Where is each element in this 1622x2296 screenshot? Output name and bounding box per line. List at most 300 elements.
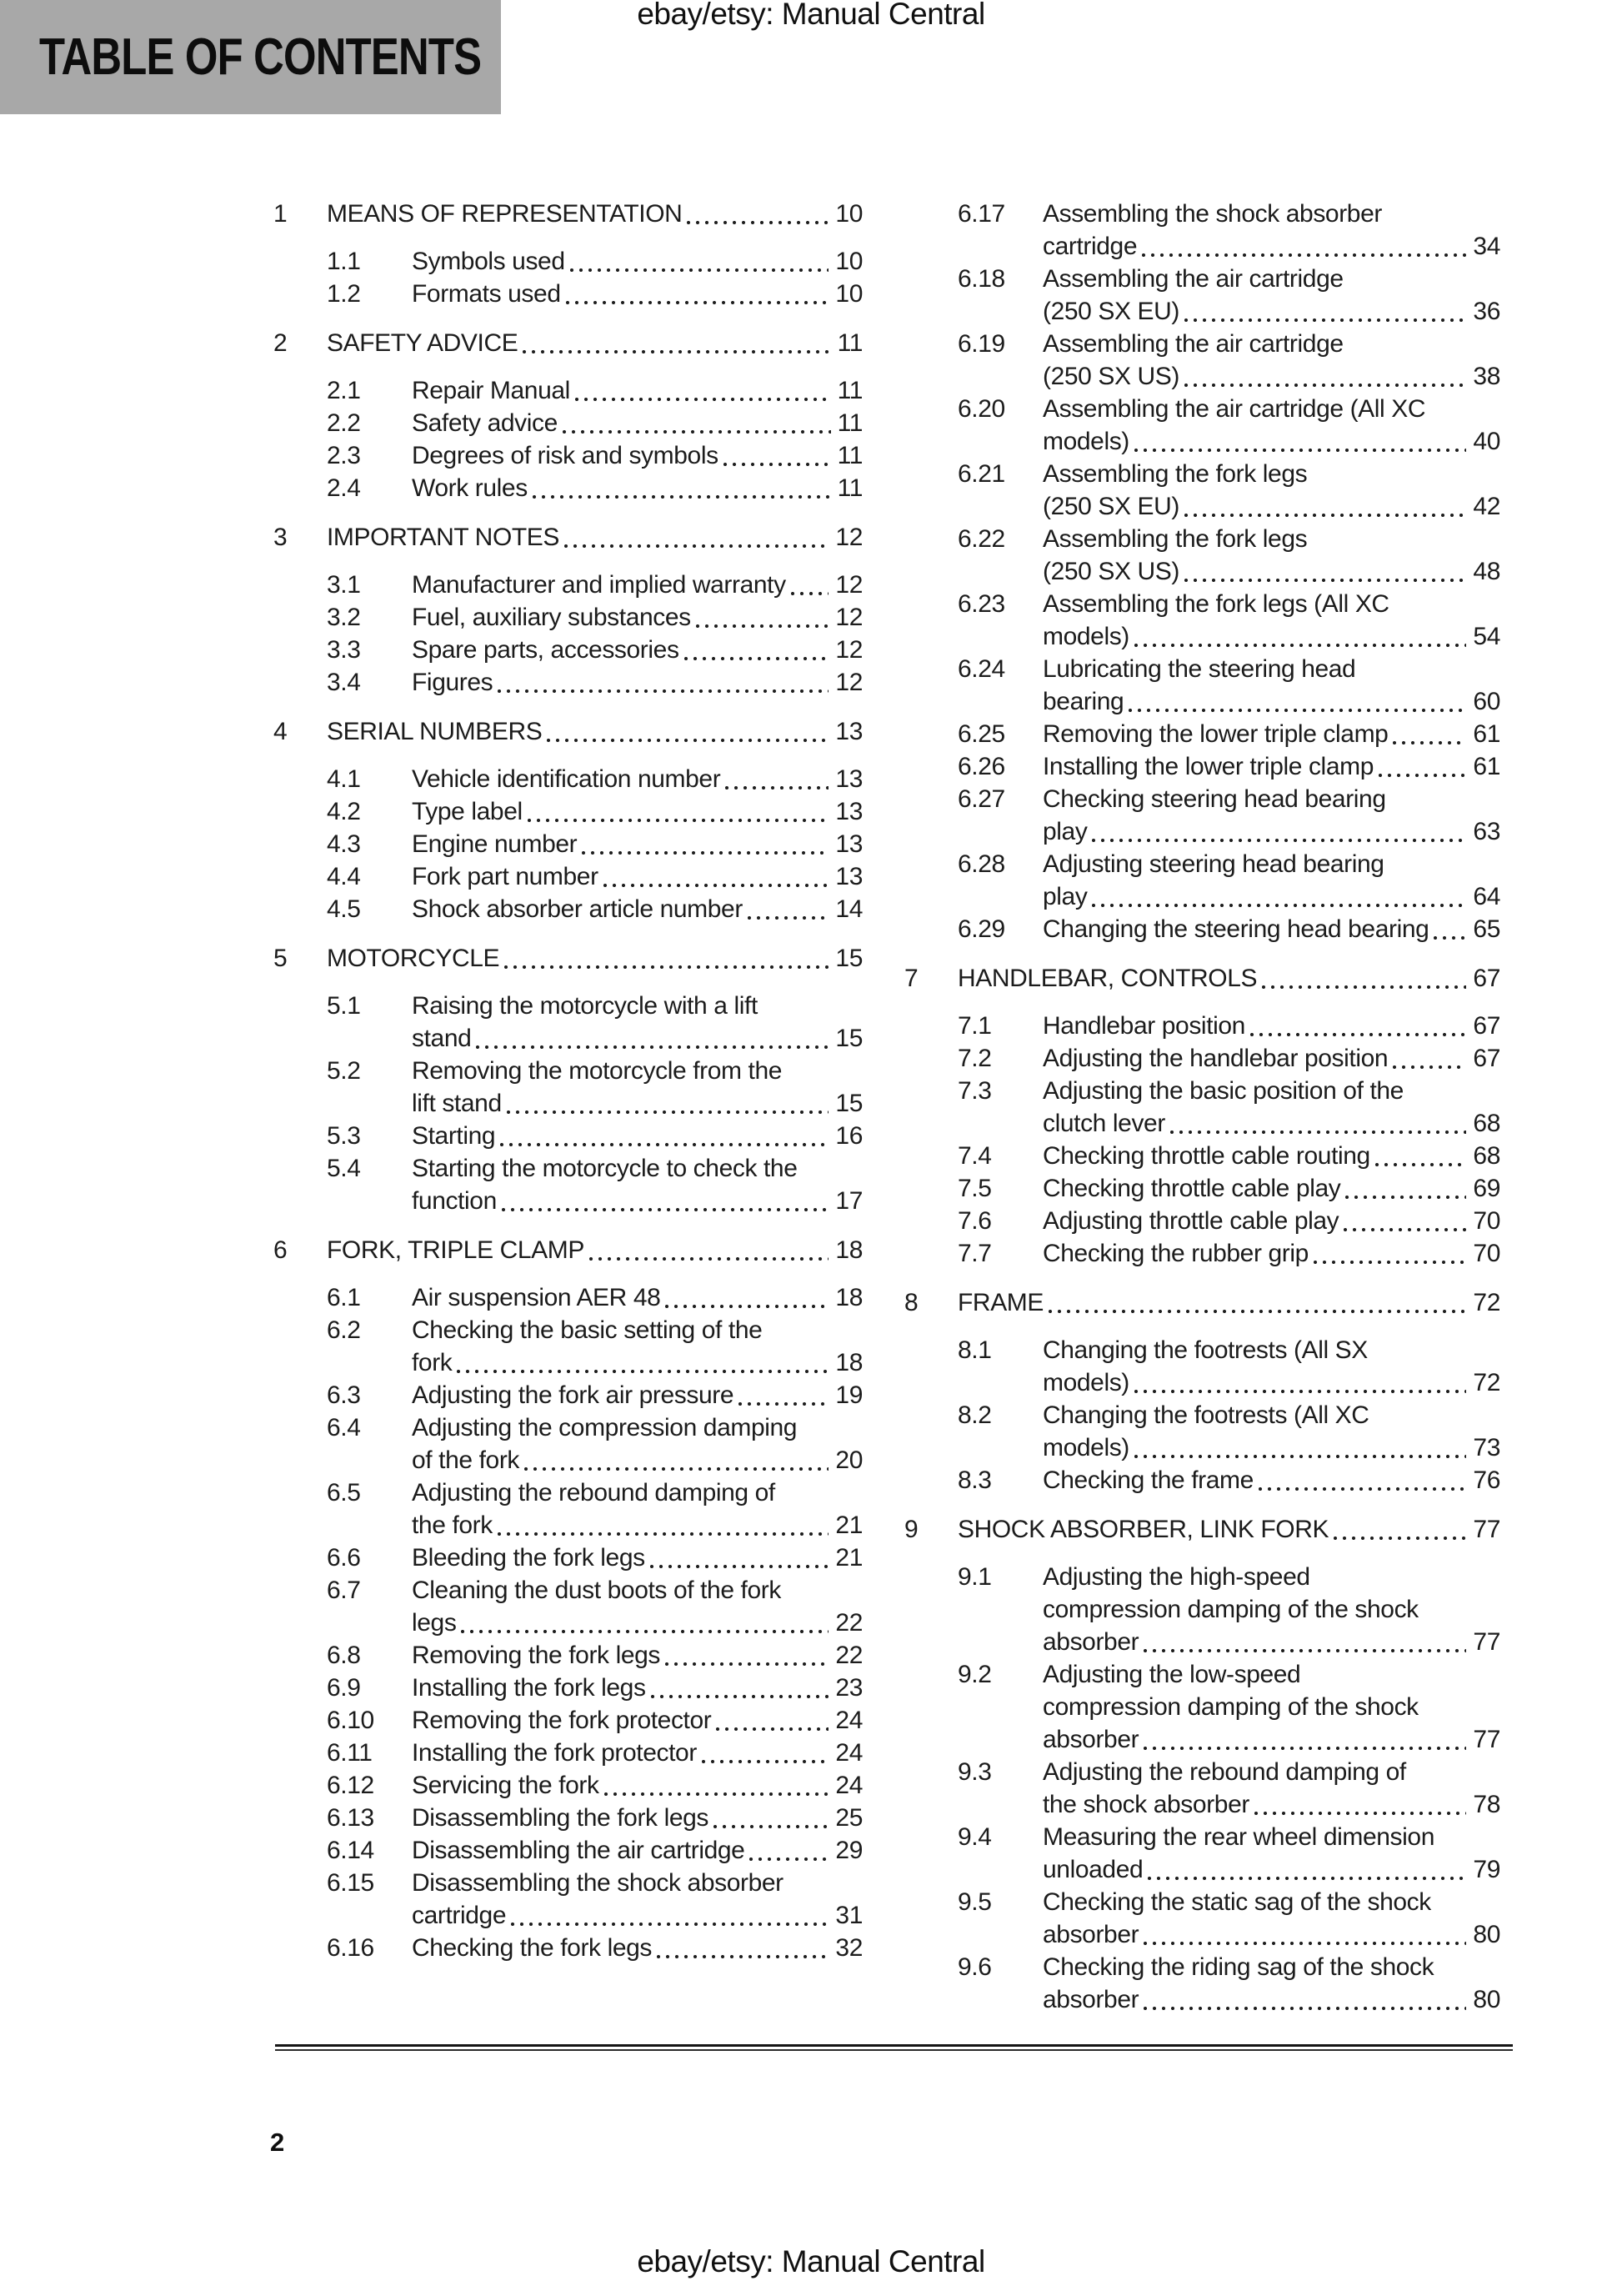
toc-entry-text: Safety advice <box>412 409 558 437</box>
toc-entry-text: of the fork <box>412 1446 520 1474</box>
toc-entry-text: MOTORCYCLE <box>327 945 500 972</box>
toc-entry-text: Checking steering head bearing <box>1043 785 1386 813</box>
dot-leader <box>1184 318 1466 322</box>
toc-entry-text: Assembling the fork legs <box>1043 460 1308 488</box>
toc-entry-number: 6.12 <box>327 1772 374 1799</box>
toc-entry-text: Adjusting the basic position of the <box>1043 1077 1404 1105</box>
toc-entry-text: Checking the fork legs <box>412 1934 653 1962</box>
toc-entry-page: 23 <box>835 1674 863 1702</box>
toc-sub-entry <box>958 1561 1500 1658</box>
toc-entry-page: 77 <box>1473 1726 1500 1753</box>
toc-sub-entry <box>327 1476 863 1542</box>
dot-leader <box>1142 253 1466 257</box>
toc-sub-entry <box>958 1821 1500 1886</box>
toc-entry-page: 29 <box>835 1837 863 1864</box>
dot-leader <box>657 1955 829 1958</box>
footer-divider <box>275 2044 1513 2051</box>
toc-entry-text: Air suspension AER 48 <box>412 1284 661 1311</box>
toc-sub-entry <box>958 783 1500 848</box>
toc-entry-number: 7.6 <box>958 1207 992 1235</box>
toc-entry-text: Adjusting throttle cable play <box>1043 1207 1339 1235</box>
toc-entry-text: Handlebar position <box>1043 1012 1245 1040</box>
toc-sub-entry <box>958 1464 1500 1496</box>
toc-entry-page: 10 <box>835 280 863 308</box>
toc-sub-entry <box>958 653 1500 718</box>
dot-leader <box>1184 384 1466 387</box>
toc-entry-number: 7.7 <box>958 1240 992 1267</box>
page-number: 2 <box>270 2128 285 2157</box>
toc-entry-text: Adjusting the compression damping <box>412 1414 798 1441</box>
toc-entry-page: 61 <box>1473 753 1500 780</box>
toc-entry-text: Figures <box>412 669 493 696</box>
toc-entry-page: 31 <box>835 1902 863 1929</box>
toc-entry-text: the fork <box>412 1511 493 1539</box>
toc-entry-number: 9.2 <box>958 1661 992 1688</box>
toc-entry-text: Adjusting the rebound damping of <box>1043 1758 1406 1786</box>
toc-entry-text: Adjusting steering head bearing <box>1043 850 1384 878</box>
toc-entry-text: Lubricating the steering head <box>1043 655 1356 683</box>
toc-entry-text: Installing the lower triple clamp <box>1043 753 1374 780</box>
dot-leader <box>687 221 829 224</box>
toc-sub-entry <box>327 1802 863 1834</box>
dot-leader <box>547 739 829 742</box>
toc-entry-page: 69 <box>1473 1175 1500 1202</box>
dot-leader <box>1379 774 1466 777</box>
toc-entry-page: 12 <box>835 636 863 664</box>
toc-entry-text: Assembling the air cartridge <box>1043 330 1344 358</box>
toc-chapter-entry <box>273 327 863 359</box>
dot-leader <box>702 1760 829 1763</box>
dot-leader <box>1250 1033 1466 1036</box>
toc-entry-page: 12 <box>835 604 863 631</box>
toc-sub-entry <box>327 666 863 699</box>
toc-sub-entry <box>958 1886 1500 1951</box>
toc-entry-page: 13 <box>835 765 863 793</box>
toc-entry-number: 6.17 <box>958 200 1005 228</box>
toc-entry-number: 6.5 <box>327 1479 361 1506</box>
toc-column-right <box>904 198 1500 2016</box>
toc-entry-page: 20 <box>835 1446 863 1474</box>
toc-entry-text: SHOCK ABSORBER, LINK FORK <box>958 1516 1329 1543</box>
dot-leader <box>564 544 829 548</box>
toc-entry-text: fork <box>412 1349 453 1376</box>
toc-entry-number: 7 <box>904 965 919 992</box>
toc-entry-text: Bleeding the fork legs <box>412 1544 645 1572</box>
toc-entry-number: 6.27 <box>958 785 1005 813</box>
toc-sub-entry <box>958 1658 1500 1756</box>
toc-entry-number: 6.11 <box>327 1739 373 1767</box>
dot-leader <box>507 1110 829 1114</box>
toc-entry-text: absorber <box>1043 1986 1139 2013</box>
toc-entry-text: Fork part number <box>412 863 598 890</box>
toc-entry-number: 5 <box>273 945 288 972</box>
dot-leader <box>461 1630 829 1633</box>
toc-entry-number: 2.3 <box>327 442 361 469</box>
dot-leader <box>533 495 831 499</box>
dot-leader <box>1259 1487 1466 1491</box>
toc-entry-text: FRAME <box>958 1289 1044 1316</box>
toc-entry-page: 40 <box>1473 428 1500 455</box>
toc-entry-text: Spare parts, accessories <box>412 636 679 664</box>
dot-leader <box>696 624 829 628</box>
toc-sub-entry <box>327 1769 863 1802</box>
dot-leader <box>725 786 829 790</box>
toc-entry-number: 9.4 <box>958 1823 992 1851</box>
dot-leader <box>604 1792 829 1796</box>
toc-sub-entry <box>958 1010 1500 1042</box>
toc-entry-page: 13 <box>835 718 863 745</box>
toc-entry-text: Fuel, auxiliary substances <box>412 604 691 631</box>
dot-leader <box>563 430 831 434</box>
toc-sub-entry <box>327 1574 863 1639</box>
toc-sub-entry <box>958 1756 1500 1821</box>
toc-entry-number: 6.8 <box>327 1642 361 1669</box>
toc-entry-number: 6.14 <box>327 1837 374 1864</box>
toc-entry-text: play <box>1043 818 1088 845</box>
toc-entry-number: 2.1 <box>327 377 361 404</box>
toc-entry-text: Measuring the rear wheel dimension <box>1043 1823 1434 1851</box>
toc-entry-number: 4.4 <box>327 863 361 890</box>
toc-entry-number: 6.22 <box>958 525 1005 553</box>
dot-leader <box>749 1857 829 1861</box>
toc-entry-text: SAFETY ADVICE <box>327 329 518 357</box>
toc-entry-text: Changing the footrests (All SX <box>1043 1336 1368 1364</box>
toc-sub-entry <box>958 328 1500 393</box>
dot-leader <box>1144 2007 1466 2010</box>
toc-sub-entry <box>958 1399 1500 1464</box>
toc-entry-number: 6.24 <box>958 655 1005 683</box>
toc-entry-text: unloaded <box>1043 1856 1144 1883</box>
toc-entry-text: Assembling the air cartridge (All XC <box>1043 395 1426 423</box>
toc-entry-text: Disassembling the fork legs <box>412 1804 709 1832</box>
toc-entry-text: function <box>412 1187 497 1215</box>
toc-entry-number: 1.2 <box>327 280 361 308</box>
toc-entry-number: 6.25 <box>958 720 1005 748</box>
toc-entry-page: 19 <box>835 1381 863 1409</box>
dot-leader <box>498 1532 829 1536</box>
toc-sub-entry <box>327 1055 863 1120</box>
toc-entry-number: 2 <box>273 329 288 357</box>
toc-sub-entry <box>327 472 863 504</box>
toc-entry-number: 6.23 <box>958 590 1005 618</box>
toc-entry-number: 8.2 <box>958 1401 992 1429</box>
dot-leader <box>716 1727 829 1731</box>
dot-leader <box>1345 1196 1466 1199</box>
toc-entry-number: 6.18 <box>958 265 1005 293</box>
toc-entry-page: 78 <box>1473 1791 1500 1818</box>
toc-sub-entry <box>958 588 1500 653</box>
toc-sub-entry <box>327 569 863 601</box>
toc-entry-text: MEANS OF REPRESENTATION <box>327 200 683 228</box>
toc-entry-text: (250 SX EU) <box>1043 493 1179 520</box>
dot-leader <box>566 301 829 304</box>
toc-entry-number: 4.3 <box>327 830 361 858</box>
toc-entry-number: 6.2 <box>327 1316 361 1344</box>
dot-leader <box>1134 644 1467 647</box>
toc-sub-entry <box>327 601 863 634</box>
toc-entry-number: 3.3 <box>327 636 361 664</box>
toc-entry-text: Removing the motorcycle from the <box>412 1057 783 1085</box>
toc-entry-page: 11 <box>837 329 863 357</box>
toc-entry-text: Checking the riding sag of the shock <box>1043 1953 1434 1981</box>
toc-entry-number: 5.1 <box>327 992 361 1020</box>
toc-entry-page: 68 <box>1473 1142 1500 1170</box>
toc-entry-page: 13 <box>835 830 863 858</box>
toc-entry-number: 6.21 <box>958 460 1005 488</box>
dot-leader <box>1434 936 1466 940</box>
toc-entry-page: 22 <box>835 1642 863 1669</box>
toc-sub-entry <box>327 1120 863 1152</box>
dot-leader <box>502 1208 829 1211</box>
toc-entry-number: 6.29 <box>958 915 1005 943</box>
toc-entry-text: Assembling the fork legs (All XC <box>1043 590 1389 618</box>
dot-leader <box>713 1825 829 1828</box>
toc-sub-entry <box>327 860 863 893</box>
toc-entry-text: Shock absorber article number <box>412 895 743 923</box>
toc-entry-page: 79 <box>1473 1856 1500 1883</box>
toc-entry-number: 6.28 <box>958 850 1005 878</box>
dot-leader <box>1134 1390 1467 1393</box>
toc-entry-text: Degrees of risk and symbols <box>412 442 718 469</box>
dot-leader <box>1129 709 1466 712</box>
toc-sub-entry <box>327 1704 863 1737</box>
toc-entry-number: 2.2 <box>327 409 361 437</box>
toc-entry-number: 9.5 <box>958 1888 992 1916</box>
toc-sub-entry <box>327 1379 863 1411</box>
toc-entry-text: models) <box>1043 623 1129 650</box>
toc-chapter-entry <box>273 1234 863 1266</box>
toc-sub-entry <box>327 795 863 828</box>
toc-entry-text: Disassembling the shock absorber <box>412 1869 783 1897</box>
toc-entry-page: 70 <box>1473 1207 1500 1235</box>
toc-entry-text: Formats used <box>412 280 561 308</box>
toc-sub-entry <box>327 245 863 278</box>
toc-entry-page: 38 <box>1473 363 1500 390</box>
toc-entry-page: 65 <box>1473 915 1500 943</box>
toc-entry-page: 67 <box>1473 965 1500 992</box>
toc-entry-text: Assembling the air cartridge <box>1043 265 1344 293</box>
toc-entry-text: play <box>1043 883 1088 910</box>
toc-entry-text: Checking the basic setting of the <box>412 1316 763 1344</box>
toc-entry-text: Symbols used <box>412 248 565 275</box>
toc-entry-text: Starting <box>412 1122 496 1150</box>
toc-entry-page: 18 <box>835 1236 863 1264</box>
toc-entry-text: Checking the rubber grip <box>1043 1240 1309 1267</box>
toc-entry-text: stand <box>412 1025 472 1052</box>
toc-entry-text: absorber <box>1043 1726 1139 1753</box>
toc-entry-text: absorber <box>1043 1628 1139 1656</box>
dot-leader <box>1334 1537 1466 1540</box>
toc-entry-number: 6 <box>273 1236 288 1264</box>
toc-entry-number: 4.1 <box>327 765 361 793</box>
toc-entry-text: FORK, TRIPLE CLAMP <box>327 1236 584 1264</box>
toc-entry-page: 16 <box>835 1122 863 1150</box>
toc-entry-page: 10 <box>835 248 863 275</box>
toc-sub-entry <box>958 848 1500 913</box>
dot-leader <box>748 916 829 920</box>
dot-leader <box>1393 1065 1466 1069</box>
dot-leader <box>1262 985 1466 989</box>
toc-entry-page: 80 <box>1473 1986 1500 2013</box>
toc-entry-text: Checking throttle cable routing <box>1043 1142 1370 1170</box>
toc-entry-text: clutch lever <box>1043 1110 1165 1137</box>
toc-entry-text: Installing the fork protector <box>412 1739 697 1767</box>
toc-entry-page: 14 <box>835 895 863 923</box>
toc-entry-page: 76 <box>1473 1466 1500 1494</box>
toc-entry-text: compression damping of the shock <box>1043 1693 1419 1721</box>
toc-entry-page: 18 <box>835 1349 863 1376</box>
toc-entry-text: the shock absorber <box>1043 1791 1249 1818</box>
toc-entry-page: 11 <box>837 377 863 404</box>
toc-entry-text: HANDLEBAR, CONTROLS <box>958 965 1258 992</box>
toc-entry-text: Repair Manual <box>412 377 570 404</box>
toc-entry-page: 77 <box>1473 1628 1500 1656</box>
toc-entry-number: 4.2 <box>327 798 361 825</box>
toc-sub-entry <box>958 393 1500 458</box>
toc-entry-text: Engine number <box>412 830 578 858</box>
toc-chapter-entry <box>904 1286 1500 1319</box>
toc-entry-page: 67 <box>1473 1012 1500 1040</box>
toc-entry-page: 12 <box>835 669 863 696</box>
toc-entry-page: 42 <box>1473 493 1500 520</box>
toc-entry-number: 6.4 <box>327 1414 361 1441</box>
toc-chapter-entry <box>273 521 863 554</box>
toc-entry-number: 7.1 <box>958 1012 992 1040</box>
toc-sub-entry <box>327 1281 863 1314</box>
dot-leader <box>1344 1228 1466 1231</box>
toc-entry-number: 6.3 <box>327 1381 361 1409</box>
dot-leader <box>1254 1812 1466 1815</box>
toc-entry-number: 3.4 <box>327 669 361 696</box>
header-watermark: ebay/etsy: Manual Central <box>637 0 985 31</box>
toc-entry-page: 64 <box>1473 883 1500 910</box>
toc-entry-number: 6.10 <box>327 1707 374 1734</box>
dot-leader <box>1144 1649 1466 1652</box>
toc-entry-text: Cleaning the dust boots of the fork <box>412 1577 781 1604</box>
toc-entry-page: 25 <box>835 1804 863 1832</box>
toc-entry-number: 5.4 <box>327 1155 361 1182</box>
toc-entry-number: 5.2 <box>327 1057 361 1085</box>
dot-leader <box>1170 1130 1466 1134</box>
toc-entry-number: 7.4 <box>958 1142 992 1170</box>
dot-leader <box>723 463 831 466</box>
dot-leader <box>738 1402 829 1406</box>
dot-leader <box>457 1370 829 1373</box>
toc-sub-entry <box>327 1672 863 1704</box>
dot-leader <box>603 884 829 887</box>
dot-leader <box>1314 1261 1467 1264</box>
toc-entry-number: 3.2 <box>327 604 361 631</box>
dot-leader <box>1049 1310 1466 1313</box>
dot-leader <box>528 819 829 822</box>
toc-entry-page: 15 <box>835 945 863 972</box>
dot-leader <box>650 1565 829 1568</box>
toc-sub-entry <box>327 1737 863 1769</box>
dot-leader <box>511 1923 829 1926</box>
toc-entry-page: 77 <box>1473 1516 1500 1543</box>
toc-entry-number: 7.3 <box>958 1077 992 1105</box>
dot-leader <box>1393 741 1466 744</box>
toc-entry-text: compression damping of the shock <box>1043 1596 1419 1623</box>
dot-leader <box>1184 579 1466 582</box>
dot-leader <box>504 965 829 969</box>
dot-leader <box>523 350 830 353</box>
toc-entry-page: 24 <box>835 1707 863 1734</box>
toc-entry-text: models) <box>1043 1369 1129 1396</box>
dot-leader <box>665 1305 829 1308</box>
dot-leader <box>575 398 831 401</box>
toc-entry-text: Raising the motorcycle with a lift <box>412 992 758 1020</box>
toc-entry-text: Checking the static sag of the shock <box>1043 1888 1431 1916</box>
toc-entry-page: 48 <box>1473 558 1500 585</box>
toc-entry-text: legs <box>412 1609 457 1637</box>
toc-entry-page: 80 <box>1473 1921 1500 1948</box>
toc-sub-entry <box>327 1932 863 1964</box>
toc-sub-entry <box>327 763 863 795</box>
toc-entry-page: 18 <box>835 1284 863 1311</box>
toc-entry-page: 24 <box>835 1772 863 1799</box>
toc-entry-page: 11 <box>837 409 863 437</box>
toc-entry-number: 3 <box>273 524 288 551</box>
page-title: TABLE OF CONTENTS <box>39 28 482 86</box>
toc-entry-text: Checking the frame <box>1043 1466 1254 1494</box>
toc-entry-text: IMPORTANT NOTES <box>327 524 560 551</box>
toc-sub-entry <box>327 1314 863 1379</box>
dot-leader <box>498 689 829 693</box>
dot-leader <box>1184 514 1466 517</box>
toc-sub-entry <box>958 1951 1500 2016</box>
toc-entry-text: Disassembling the air cartridge <box>412 1837 745 1864</box>
dot-leader <box>500 1143 829 1146</box>
toc-sub-entry <box>958 1205 1500 1237</box>
toc-entry-text: absorber <box>1043 1921 1139 1948</box>
toc-entry-number: 6.26 <box>958 753 1005 780</box>
toc-chapter-entry <box>273 942 863 975</box>
toc-entry-text: lift stand <box>412 1090 502 1117</box>
toc-entry-page: 61 <box>1473 720 1500 748</box>
dot-leader <box>1148 1877 1466 1880</box>
toc-entry-text: Servicing the fork <box>412 1772 599 1799</box>
toc-sub-entry <box>958 1042 1500 1075</box>
toc-entry-number: 6.1 <box>327 1284 361 1311</box>
toc-column-left <box>273 198 863 1964</box>
toc-entry-number: 6.9 <box>327 1674 361 1702</box>
toc-entry-page: 11 <box>837 474 863 502</box>
toc-entry-page: 15 <box>835 1090 863 1117</box>
toc-entry-number: 8.1 <box>958 1336 992 1364</box>
toc-entry-number: 9.3 <box>958 1758 992 1786</box>
toc-entry-number: 7.2 <box>958 1045 992 1072</box>
toc-sub-entry <box>958 1172 1500 1205</box>
toc-entry-page: 12 <box>835 571 863 599</box>
toc-entry-number: 2.4 <box>327 474 361 502</box>
toc-sub-entry <box>958 718 1500 750</box>
table-of-contents-banner <box>0 0 501 114</box>
toc-sub-entry <box>958 1075 1500 1140</box>
toc-entry-text: Adjusting the high-speed <box>1043 1563 1310 1591</box>
toc-sub-entry <box>327 828 863 860</box>
toc-entry-text: Manufacturer and implied warranty <box>412 571 786 599</box>
dot-leader <box>1092 839 1466 842</box>
toc-sub-entry <box>327 1867 863 1932</box>
toc-entry-number: 8.3 <box>958 1466 992 1494</box>
toc-entry-number: 4 <box>273 718 288 745</box>
toc-entry-text: Installing the fork legs <box>412 1674 646 1702</box>
toc-entry-page: 13 <box>835 798 863 825</box>
toc-entry-text: cartridge <box>1043 233 1138 260</box>
toc-entry-text: (250 SX EU) <box>1043 298 1179 325</box>
toc-entry-number: 1 <box>273 200 288 228</box>
